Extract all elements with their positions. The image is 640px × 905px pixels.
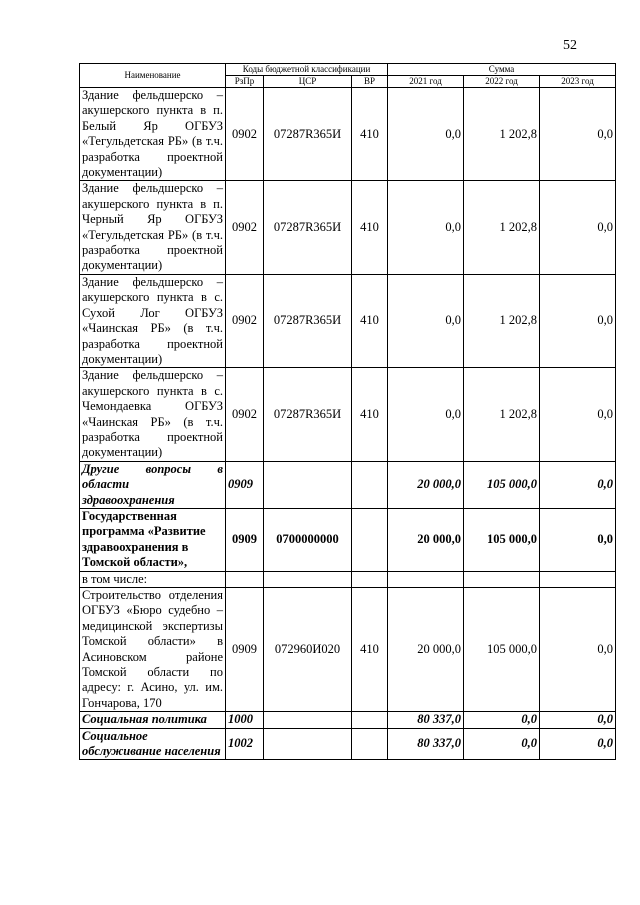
row-csr: 07287R365И (264, 181, 352, 274)
row-vr: 410 (352, 274, 388, 367)
row-name: Социальное обслуживание населения (80, 728, 226, 760)
row-name: Здание фельдшерско – акушерского пункта в с. Чемондаевка ОГБУЗ «Чаинская РБ» (в т.ч. разработка проектной документации) (80, 368, 226, 461)
header-vr: ВР (352, 76, 388, 88)
row-2021: 0,0 (388, 274, 464, 367)
row-2023: 0,0 (540, 508, 616, 571)
row-2021 (388, 571, 464, 587)
row-2023: 0,0 (540, 88, 616, 181)
header-csr: ЦСР (264, 76, 352, 88)
row-2021: 80 337,0 (388, 712, 464, 728)
row-2022: 0,0 (464, 712, 540, 728)
row-rzpr: 1000 (226, 712, 264, 728)
row-name: Здание фельдшерско – акушерского пункта в п. Белый Яр ОГБУЗ «Тегульдетская РБ» (в т.ч. разработка проектной документации) (80, 88, 226, 181)
row-2022: 1 202,8 (464, 368, 540, 461)
row-vr (352, 508, 388, 571)
row-vr: 410 (352, 368, 388, 461)
row-2022: 1 202,8 (464, 88, 540, 181)
row-vr (352, 712, 388, 728)
header-2023: 2023 год (540, 76, 616, 88)
row-2022 (464, 571, 540, 587)
row-csr (264, 712, 352, 728)
row-rzpr: 0902 (226, 181, 264, 274)
row-vr: 410 (352, 588, 388, 712)
row-2023: 0,0 (540, 368, 616, 461)
row-rzpr: 0902 (226, 368, 264, 461)
row-csr: 072960И020 (264, 588, 352, 712)
row-2021: 20 000,0 (388, 588, 464, 712)
row-2022: 1 202,8 (464, 181, 540, 274)
row-csr: 0700000000 (264, 508, 352, 571)
row-name: Государственная программа «Развитие здравоохранения в Томской области», (80, 508, 226, 571)
table-row (80, 368, 616, 461)
table-row-subtotal (80, 461, 616, 508)
row-2023: 0,0 (540, 181, 616, 274)
row-2023: 0,0 (540, 728, 616, 760)
row-vr (352, 461, 388, 508)
row-vr: 410 (352, 88, 388, 181)
header-2021: 2021 год (388, 76, 464, 88)
row-2021: 0,0 (388, 88, 464, 181)
header-name: Наименование (80, 64, 226, 88)
row-rzpr: 0909 (226, 508, 264, 571)
row-csr: 07287R365И (264, 88, 352, 181)
row-rzpr: 0909 (226, 588, 264, 712)
row-rzpr: 0909 (226, 461, 264, 508)
table-row (80, 181, 616, 274)
row-2023 (540, 571, 616, 587)
row-2022: 105 000,0 (464, 588, 540, 712)
header-sum-group: Сумма (388, 64, 616, 76)
row-rzpr: 0902 (226, 274, 264, 367)
row-2023: 0,0 (540, 274, 616, 367)
row-rzpr: 0902 (226, 88, 264, 181)
row-csr (264, 461, 352, 508)
row-2021: 20 000,0 (388, 461, 464, 508)
row-2023: 0,0 (540, 712, 616, 728)
table-row (80, 274, 616, 367)
header-codes-group: Коды бюджетной классификации (226, 64, 388, 76)
row-csr: 07287R365И (264, 368, 352, 461)
row-2023: 0,0 (540, 588, 616, 712)
row-name: Здание фельдшерско – акушерского пункта в с. Сухой Лог ОГБУЗ «Чаинская РБ» (в т.ч. разработка проектной документации) (80, 274, 226, 367)
row-name: Здание фельдшерско – акушерского пункта в п. Черный Яр ОГБУЗ «Тегульдетская РБ» (в т.ч. разработка проектной документации) (80, 181, 226, 274)
row-csr (264, 728, 352, 760)
header-2022: 2022 год (464, 76, 540, 88)
row-vr (352, 571, 388, 587)
row-2021: 0,0 (388, 368, 464, 461)
header-rzpr: РзПр (226, 76, 264, 88)
table-row-subtotal (80, 728, 616, 760)
page-number: 52 (563, 38, 577, 53)
row-name: в том числе: (80, 571, 226, 587)
row-2022: 0,0 (464, 728, 540, 760)
row-name: Строительство отделения ОГБУЗ «Бюро судебно – медицинской экспертизы Томской области» в Асиновском районе Томской области по адресу: г. Асино, ул. им. Гончарова, 170 (80, 588, 226, 712)
row-2021: 0,0 (388, 181, 464, 274)
row-csr (264, 571, 352, 587)
table-row-section (80, 712, 616, 728)
table-row-program (80, 508, 616, 571)
row-name: Другие вопросы в области здравоохранения (80, 461, 226, 508)
row-2022: 105 000,0 (464, 461, 540, 508)
row-csr: 07287R365И (264, 274, 352, 367)
row-2021: 20 000,0 (388, 508, 464, 571)
row-2022: 105 000,0 (464, 508, 540, 571)
row-2022: 1 202,8 (464, 274, 540, 367)
row-rzpr (226, 571, 264, 587)
row-2023: 0,0 (540, 461, 616, 508)
table-row (80, 88, 616, 181)
row-vr (352, 728, 388, 760)
row-rzpr: 1002 (226, 728, 264, 760)
table-row (80, 588, 616, 712)
table-row (80, 571, 616, 587)
budget-table (79, 63, 616, 760)
row-2021: 80 337,0 (388, 728, 464, 760)
row-name: Социальная политика (80, 712, 226, 728)
row-vr: 410 (352, 181, 388, 274)
